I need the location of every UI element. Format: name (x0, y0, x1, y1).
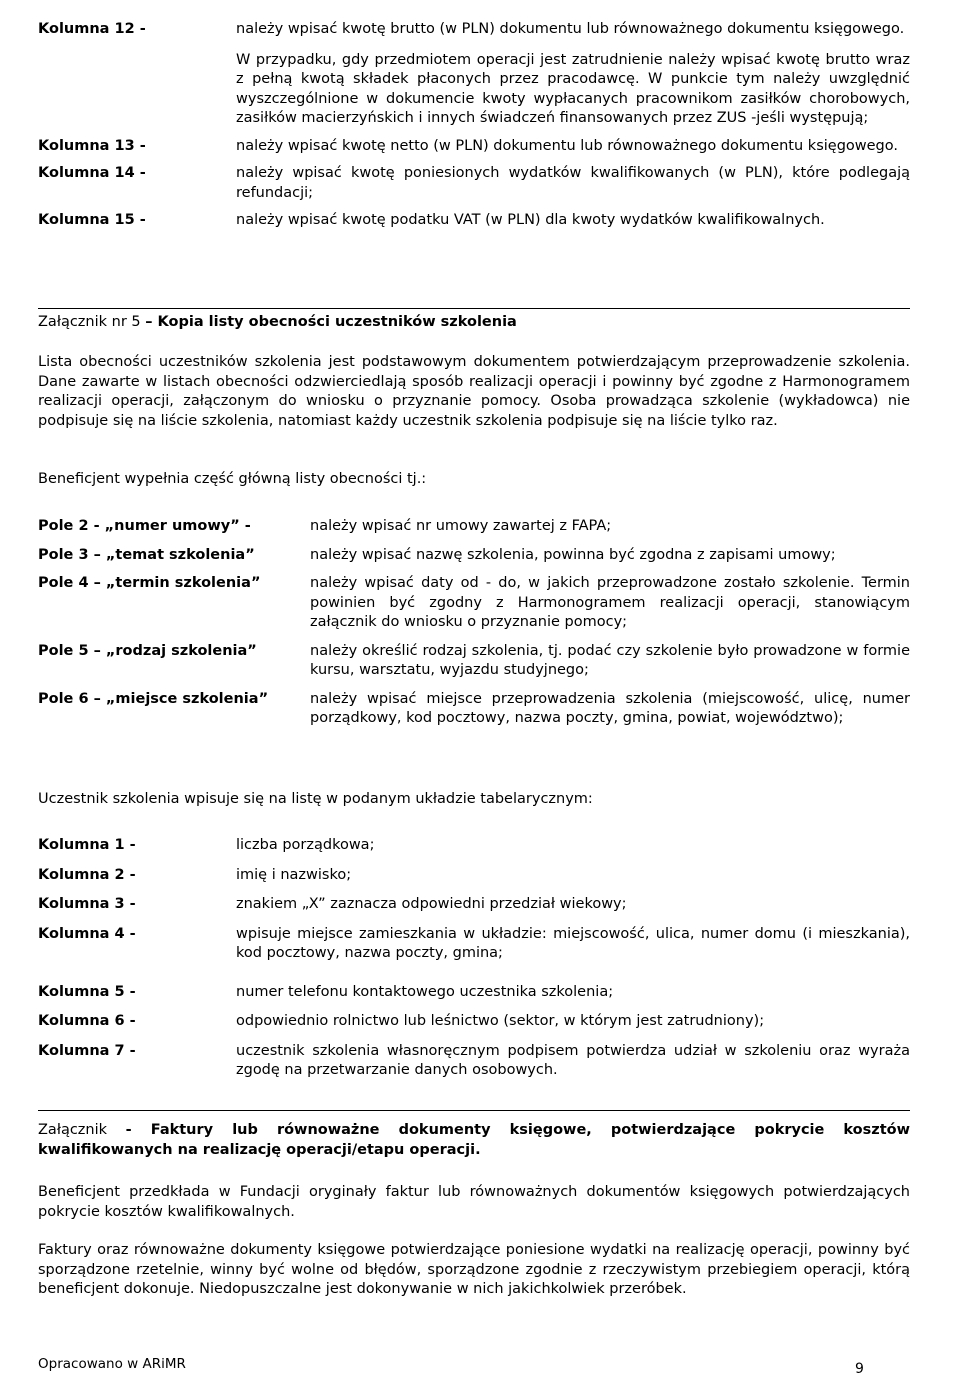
annex-invoices-paragraph-1: Beneficjent przedkłada w Fundacji oryginały faktur lub równoważnych dokumentów księgowych potwierdzających pokrycie kosztów kwalifikowalnych. (38, 1184, 910, 1220)
field-text: należy wpisać miejsce przeprowadzenia szkolenia (miejscowość, ulicę, numer porządkowy, kod pocztowy, nazwa poczty, gmina, powiat, województwo); (310, 690, 910, 726)
field-text: należy wpisać nr umowy zawartej z FAPA; (310, 518, 612, 534)
footer-source: Opracowano w ARiMR (38, 1356, 186, 1372)
column-text: wpisuje miejsce zamieszkania w układzie: miejscowość, ulica, numer domu (i mieszkania), kod pocztowy, nazwa poczty, gmina; (236, 925, 910, 961)
field-label: Pole 6 – „miejsce szkolenia” (38, 690, 269, 707)
annex-invoices-title: - Faktury lub równoważne dokumenty księgowe, potwierdzające pokrycie kosztów kwalifikowanych na realizację operacji/etapu operacji. (38, 1122, 910, 1158)
column-item-14 (38, 164, 910, 203)
column-text (236, 20, 910, 129)
annex-invoices-prefix: Załącznik (38, 1122, 126, 1138)
column-item-13 (38, 137, 910, 157)
field-label: Pole 2 - „numer umowy” - (38, 518, 251, 534)
annex-invoices-heading (38, 1121, 910, 1160)
column-label: Kolumna 14 - (38, 165, 146, 181)
column-text: odpowiednio rolnictwo lub leśnictwo (sektor, w którym jest zatrudniony); (236, 1013, 765, 1029)
annex-5-prefix: Załącznik nr 5 (38, 314, 146, 330)
section-divider (38, 1110, 910, 1111)
column-text: należy wpisać kwotę podatku VAT (w PLN) dla kwoty wydatków kwalifikowalnych. (236, 212, 825, 228)
column-item-15 (38, 211, 910, 231)
field-item-6 (38, 690, 910, 729)
column-text: imię i nazwisko; (236, 866, 352, 883)
column-label: Kolumna 2 - (38, 866, 136, 883)
column-descriptions-a (38, 20, 910, 231)
annex-invoices-paragraph-2: Faktury oraz równoważne dokumenty księgowe potwierdzające poniesione wydatki na realizację operacji, powinny być sporządzone rzetelnie, winny być wolne od błędów, sporządzone zgodnie z rzeczywistym przebiegiem operacji, którą beneficjent dokonuje. Niedopuszczalne jest dokonywanie w nich jakichkolwiek przeróbek. (38, 1242, 910, 1297)
participant-intro: Uczestnik szkolenia wpisuje się na listę w podanym układzie tabelarycznym: (38, 791, 593, 807)
column-text: znakiem „X” zaznacza odpowiedni przedział wiekowy; (236, 896, 627, 912)
field-text: należy wpisać nazwę szkolenia, powinna być zgodna z zapisami umowy; (310, 546, 836, 563)
column-label: Kolumna 7 - (38, 1042, 136, 1059)
column-item-12 (38, 20, 910, 129)
section-divider (38, 308, 910, 309)
column-b-item-4 (38, 925, 910, 964)
annex-5-paragraph-1: Lista obecności uczestników szkolenia jest podstawowym dokumentem potwierdzającym przeprowadzenie szkolenia. Dane zawarte w listach obecności odzwierciedlają sposób realizacji operacji i powinny być zgodne z Harmonogramem realizacji operacji, załączonym do wniosku o przyznanie pomocy. Osoba prowadząca szkolenie (wykładowca) nie podpisuje się na liście szkolenia, natomiast każdy uczestnik szkolenia podpisuje się na liście tylko raz. (38, 354, 910, 429)
field-text: należy wpisać daty od - do, w jakich przeprowadzone zostało szkolenie. Termin powinien być zgodny z Harmonogramem realizacji operacji, stanowiącym załącznik do wniosku o przyznanie pomocy; (310, 575, 910, 630)
column-text: należy wpisać kwotę netto (w PLN) dokumentu lub równoważnego dokumentu księgowego. (236, 137, 898, 154)
column-text: uczestnik szkolenia własnoręcznym podpisem potwierdza udział w szkoleniu oraz wyraża zgodę na przetwarzanie danych osobowych. (236, 1042, 910, 1078)
column-label: Kolumna 1 - (38, 837, 136, 853)
field-label: Pole 4 – „termin szkolenia” (38, 575, 261, 591)
field-label: Pole 3 – „temat szkolenia” (38, 546, 255, 563)
field-text: należy określić rodzaj szkolenia, tj. podać czy szkolenie było prowadzone w formie kursu, warsztatu, wyjazdu studyjnego; (310, 642, 910, 678)
column-label: Kolumna 6 - (38, 1013, 136, 1029)
column-text: liczba porządkowa; (236, 837, 375, 853)
column-b-item-6 (38, 1012, 910, 1032)
column-descriptions-b (38, 836, 910, 1081)
page-number: 9 (855, 1361, 864, 1377)
column-b-item-1 (38, 836, 910, 856)
column-label: Kolumna 4 - (38, 925, 136, 942)
field-item-5 (38, 642, 910, 681)
field-item-2 (38, 517, 910, 537)
column-label: Kolumna 3 - (38, 896, 136, 912)
column-b-item-2 (38, 866, 910, 886)
field-item-4 (38, 574, 910, 633)
column-paragraph: W przypadku, gdy przedmiotem operacji jest zatrudnienie należy wpisać kwotę brutto wraz z pełną kwotą składek płaconych przez pracodawcę. W punkcie tym należy uwzględnić wyszczególnione w dokumencie kwoty wypłacanych pracownikom zasiłków chorobowych, zasiłków macierzyńskich i innych świadczeń finansowanych przez ZUS -jeśli występują; (236, 51, 910, 126)
column-b-item-3 (38, 895, 910, 915)
column-label: Kolumna 15 - (38, 212, 146, 228)
annex-5-title: – Kopia listy obecności uczestników szkolenia (145, 314, 517, 330)
annex-5-paragraph-2: Beneficjent wypełnia część główną listy obecności tj.: (38, 471, 427, 487)
field-label: Pole 5 – „rodzaj szkolenia” (38, 642, 257, 659)
field-descriptions (38, 517, 910, 729)
column-paragraph: należy wpisać kwotę brutto (w PLN) dokumentu lub równoważnego dokumentu księgowego. (236, 21, 905, 37)
field-item-3 (38, 546, 910, 566)
column-label: Kolumna 12 - (38, 21, 146, 37)
annex-5-heading (38, 313, 910, 333)
column-text: numer telefonu kontaktowego uczestnika szkolenia; (236, 983, 614, 1000)
column-text: należy wpisać kwotę poniesionych wydatków kwalifikowanych (w PLN), które podlegają refundacji; (236, 165, 910, 201)
column-label: Kolumna 13 - (38, 137, 146, 154)
column-b-item-7 (38, 1042, 910, 1081)
column-label: Kolumna 5 - (38, 983, 136, 1000)
column-b-item-5 (38, 983, 910, 1003)
